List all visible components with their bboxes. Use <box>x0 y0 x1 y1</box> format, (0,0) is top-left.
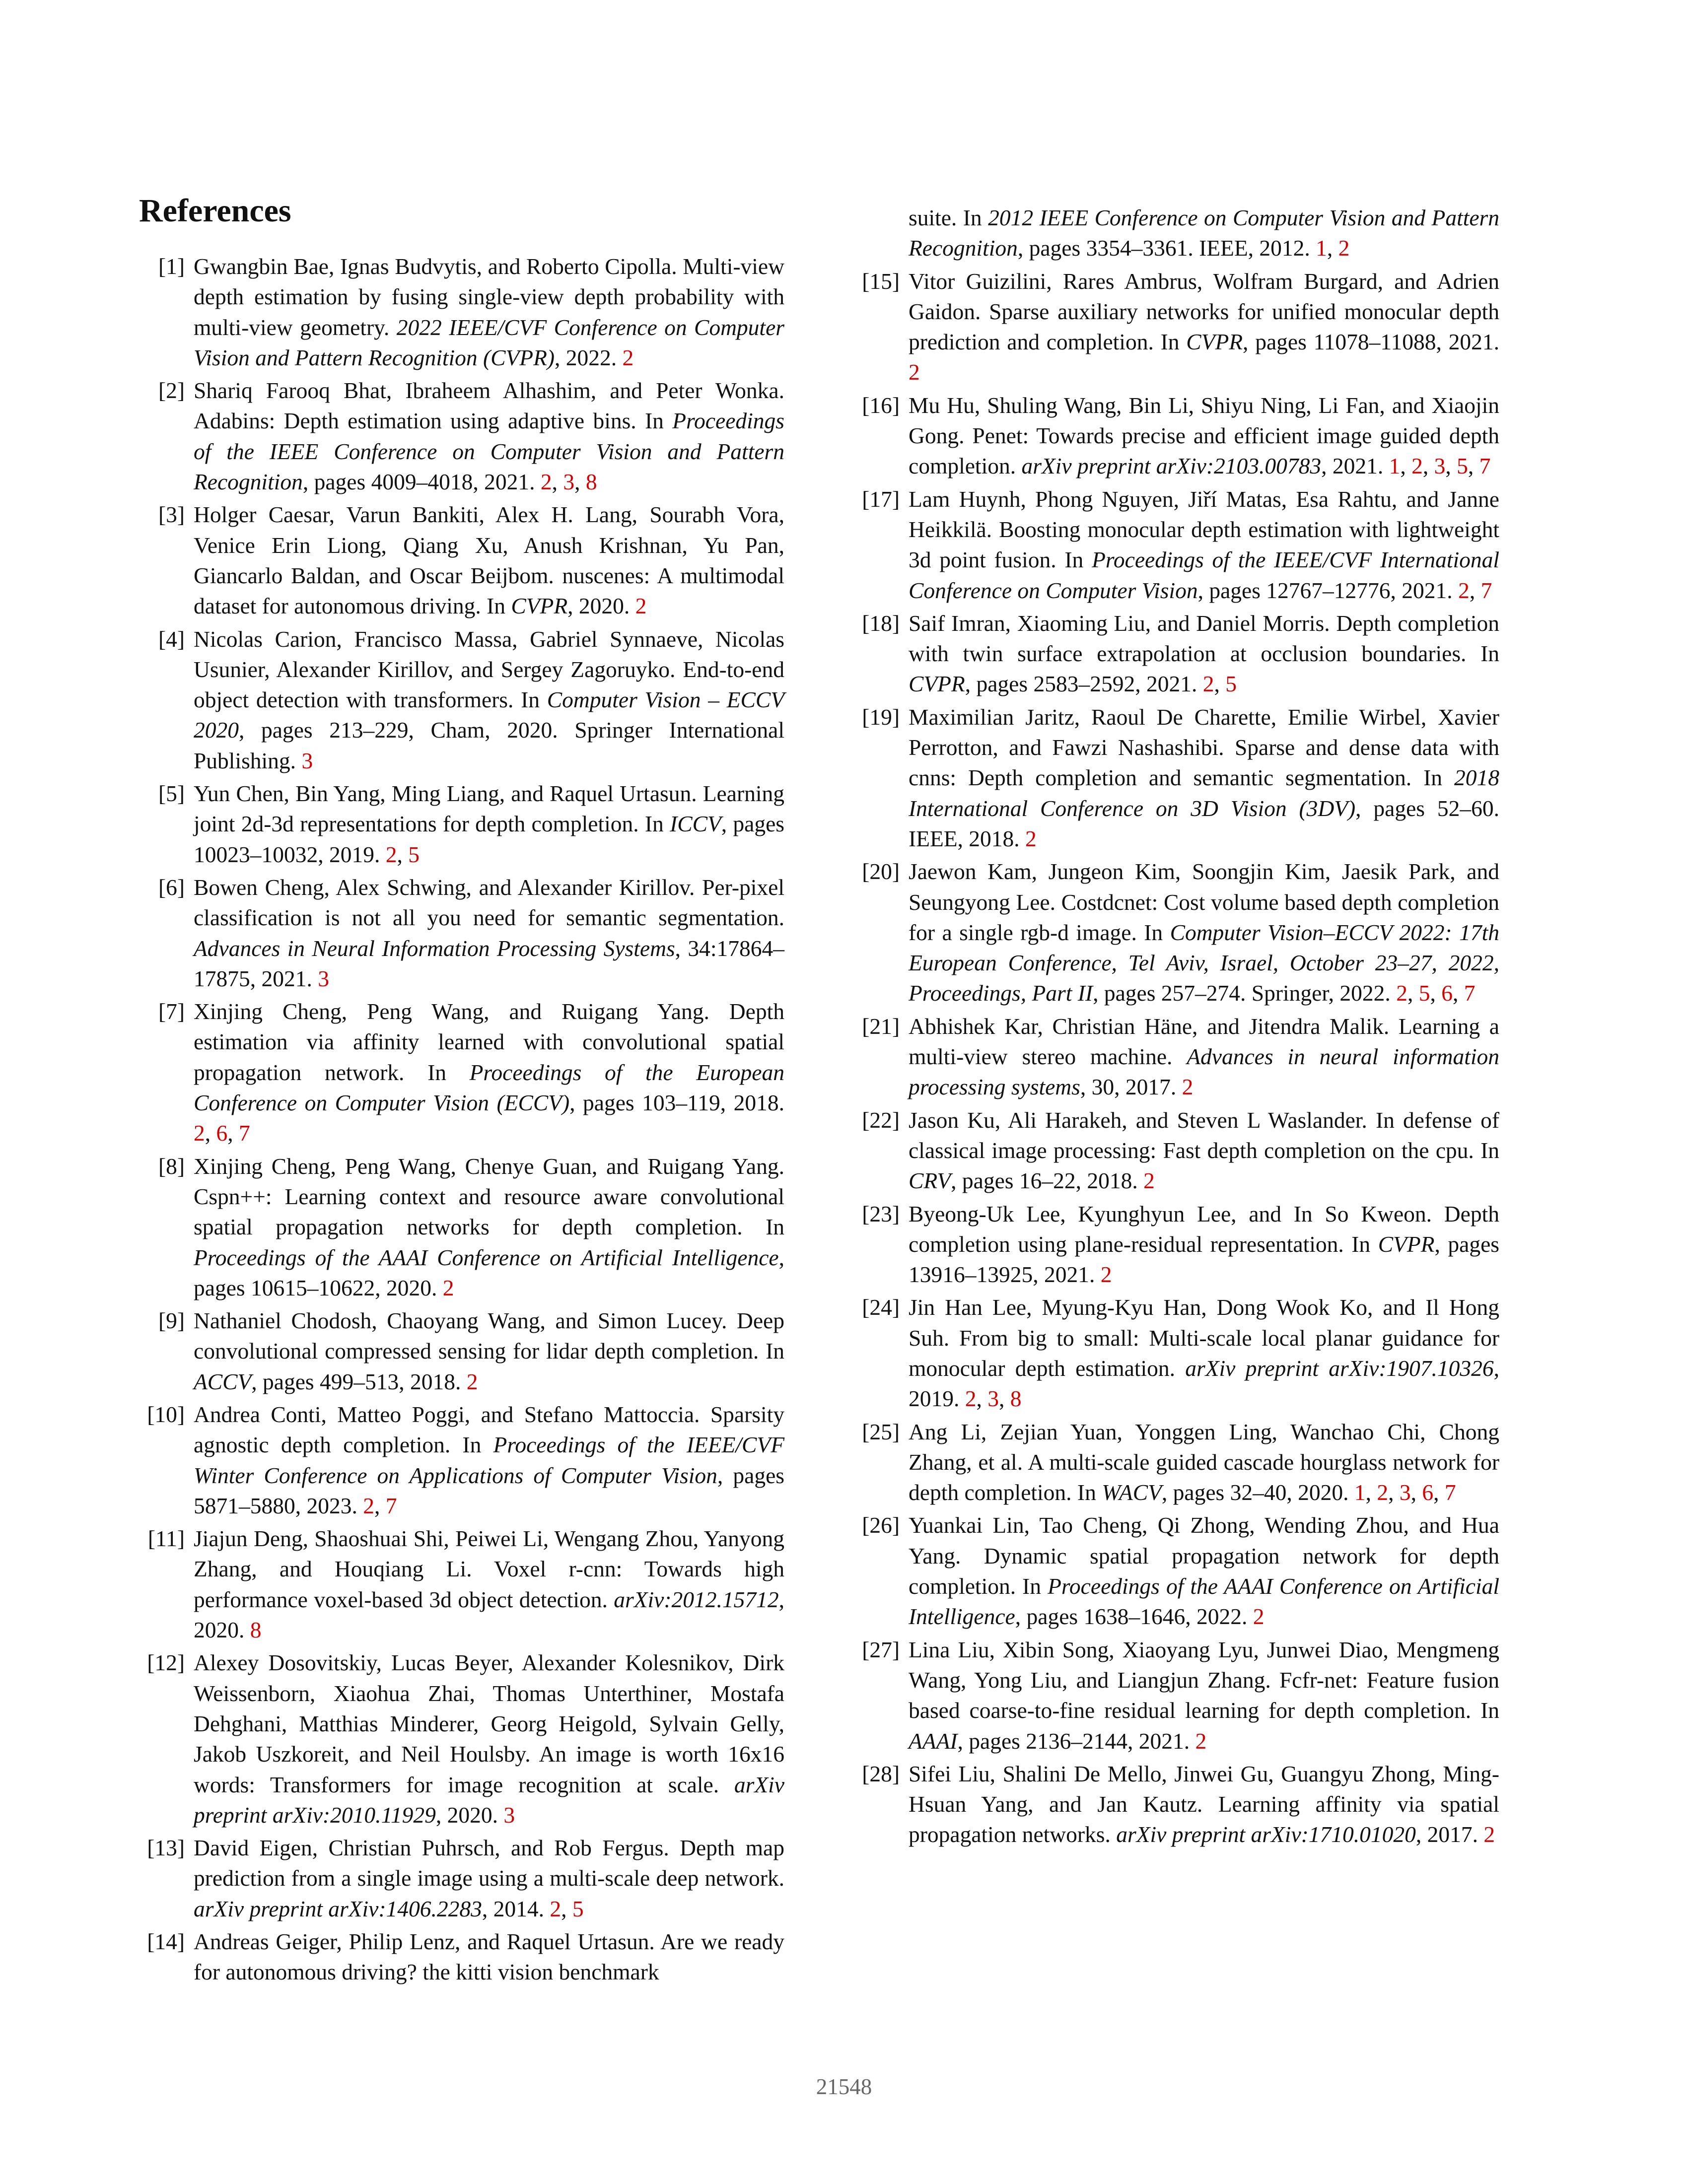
reference-venue: Proceedings of the IEEE/CVF International Conference on Computer Vision <box>909 547 1500 603</box>
citation-page-link[interactable]: 7 <box>1480 577 1492 603</box>
reference-number: [1] <box>158 254 185 279</box>
reference-text: Yun Chen, Bin Yang, Ming Liang, and Raquel Urtasun. Learning joint 2d-3d representations for depth completion. In <box>194 781 784 837</box>
reference-text: , <box>1327 235 1338 261</box>
reference-text: Shariq Farooq Bhat, Ibraheem Alhashim, and Peter Wonka. Adabins: Depth estimation using adaptive bins. In <box>194 378 784 434</box>
reference-number: [12] <box>147 1650 185 1676</box>
reference-text: Saif Imran, Xiaoming Liu, and Daniel Morris. Depth completion with twin surface extrapolation at occlusion boundaries. In <box>909 610 1499 667</box>
reference-number: [7] <box>158 999 185 1024</box>
citation-page-link[interactable]: 2 <box>1143 1168 1155 1194</box>
reference-number: [10] <box>147 1401 185 1427</box>
reference-entry <box>854 484 1499 606</box>
reference-text: , pages 52–60. IEEE, 2018. <box>909 795 1499 851</box>
citation-page-link[interactable]: 3 <box>503 1802 515 1828</box>
reference-text: Lina Liu, Xibin Song, Xiaoyang Lyu, Junwei Diao, Mengmeng Wang, Yong Liu, and Liangjun Zhang. Fcfr-net: Feature fusion based coarse-to-fine residual learning for depth completion. In <box>909 1637 1499 1723</box>
reference-entry <box>139 778 784 870</box>
citation-page-link[interactable]: 2 <box>1338 235 1350 261</box>
reference-text: , <box>1430 980 1442 1006</box>
reference-text: , <box>1433 1480 1445 1505</box>
reference-venue: CVPR <box>511 593 568 619</box>
citation-page-link[interactable]: 2 <box>1411 453 1423 479</box>
reference-venue: arXiv preprint arXiv:1907.10326 <box>1185 1355 1494 1381</box>
reference-venue: CVPR <box>1378 1231 1435 1257</box>
reference-text: , pages 3354–3361. IEEE, 2012. <box>1017 235 1316 261</box>
reference-text: , pages 499–513, 2018. <box>251 1368 467 1394</box>
reference-entry <box>139 1647 784 1830</box>
reference-entry <box>854 1417 1499 1508</box>
citation-page-link[interactable]: 7 <box>1464 980 1476 1006</box>
reference-number: [5] <box>158 781 185 807</box>
reference-number: [19] <box>862 704 900 730</box>
reference-text: Gwangbin Bae, Ignas Budvytis, and Roberto Cipolla. Multi-view depth estimation by fusing single-view depth probability with multi-view geometry. <box>194 254 784 340</box>
citation-page-link[interactable]: 2 <box>1396 980 1407 1006</box>
reference-number: [28] <box>862 1761 900 1786</box>
reference-text: , pages 4009–4018, 2021. <box>302 469 541 495</box>
citation-page-link[interactable]: 6 <box>1422 1480 1434 1505</box>
reference-text: , <box>1407 980 1419 1006</box>
citation-page-link[interactable]: 2 <box>540 469 552 495</box>
citation-page-link[interactable]: 7 <box>239 1120 250 1146</box>
citation-page-link[interactable]: 5 <box>572 1896 584 1921</box>
reference-text: , <box>1422 453 1434 479</box>
reference-entry <box>854 608 1499 699</box>
reference-number: [20] <box>862 859 900 885</box>
reference-number: [22] <box>862 1107 900 1133</box>
citation-page-link[interactable]: 8 <box>1010 1386 1022 1412</box>
reference-entry <box>854 1759 1499 1850</box>
reference-number: [24] <box>862 1295 900 1320</box>
citation-page-link[interactable]: 2 <box>1025 825 1037 851</box>
reference-entry <box>854 390 1499 481</box>
reference-text: , pages 103–119, 2018. <box>569 1090 784 1116</box>
reference-text: , pages 2583–2592, 2021. <box>965 671 1203 697</box>
reference-number: [9] <box>158 1308 185 1334</box>
reference-text: , 30, 2017. <box>1080 1074 1182 1100</box>
reference-text: , pages 257–274. Springer, 2022. <box>1093 980 1397 1006</box>
reference-venue: CVPR <box>1186 329 1243 355</box>
citation-page-link[interactable]: 1 <box>1316 235 1327 261</box>
citation-page-link[interactable]: 3 <box>563 469 575 495</box>
reference-text: , pages 10023–10032, 2019. <box>194 811 784 867</box>
reference-text: Andreas Geiger, Philip Lenz, and Raquel Urtasun. Are we ready for autonomous driving? the kitti vision benchmark <box>194 1929 784 1985</box>
reference-text: Bowen Cheng, Alex Schwing, and Alexander Kirillov. Per-pixel classification is not all you need for semantic segmentation. <box>194 874 784 931</box>
references-column-left <box>139 251 784 1990</box>
reference-text: , pages 1638–1646, 2022. <box>1015 1604 1253 1630</box>
reference-text: Alexey Dosovitskiy, Lucas Beyer, Alexander Kolesnikov, Dirk Weissenborn, Xiaohua Zhai, Thomas Unterthiner, Mostafa Dehghani, Matthias Minderer, Georg Heigold, Sylvain Gelly, Jakob Uszkoreit, and Neil Houlsby. An image is worth 16x16 words: Transformers for image recognition at scale. <box>194 1650 784 1797</box>
citation-page-link[interactable]: 6 <box>1441 980 1453 1006</box>
citation-page-link[interactable]: 2 <box>909 359 920 385</box>
reference-text: , pages 2136–2144, 2021. <box>957 1728 1196 1754</box>
reference-number: [14] <box>147 1929 185 1955</box>
citation-page-link[interactable]: 8 <box>585 469 597 495</box>
reference-venue: Computer Vision – ECCV 2020 <box>194 687 784 743</box>
reference-entry <box>139 375 784 497</box>
citation-page-link[interactable]: 2 <box>1100 1262 1112 1288</box>
reference-text: , <box>552 469 563 495</box>
reference-entry <box>854 856 1499 1008</box>
reference-entry <box>139 996 784 1148</box>
reference-text: Sifei Liu, Shalini De Mello, Jinwei Gu, Guangyu Zhong, Ming-Hsuan Yang, and Jan Kautz. Learning affinity via spatial propagation networks. <box>909 1761 1499 1847</box>
reference-entry <box>139 499 784 621</box>
citation-page-link[interactable]: 2 <box>635 593 647 619</box>
reference-text: , <box>374 1493 386 1518</box>
reference-text: Xinjing Cheng, Peng Wang, and Ruigang Yang. Depth estimation via affinity learned with convolutional spatial propagation network. In <box>194 999 784 1085</box>
citation-page-link[interactable]: 2 <box>1202 671 1214 697</box>
reference-text: , <box>999 1386 1010 1412</box>
citation-page-link[interactable]: 3 <box>1399 1480 1411 1505</box>
reference-text: , pages 5871–5880, 2023. <box>194 1462 784 1518</box>
reference-venue: AAAI <box>909 1728 958 1754</box>
citation-page-link[interactable]: 2 <box>466 1368 478 1394</box>
citation-page-link[interactable]: 6 <box>216 1120 228 1146</box>
reference-text: Maximilian Jaritz, Raoul De Charette, Emilie Wirbel, Xavier Perrotton, and Fawzi Nashashibi. Sparse and dense data with cnns: Depth completion and semantic segmentation. In <box>909 704 1499 791</box>
reference-venue: ICCV <box>670 811 721 837</box>
citation-page-link[interactable]: 2 <box>194 1120 205 1146</box>
reference-number: [3] <box>158 502 185 528</box>
reference-text: , 2020. <box>194 1586 784 1643</box>
reference-text: suite. In <box>909 205 988 230</box>
reference-text: Jaewon Kam, Jungeon Kim, Soongjin Kim, Jaesik Park, and Seungyong Lee. Costdcnet: Cost volume based depth completion for a single rgb-d image. In <box>909 859 1499 945</box>
reference-entry <box>139 1926 784 1987</box>
citation-page-link[interactable]: 3 <box>301 748 313 773</box>
reference-text: , 2020. <box>567 593 635 619</box>
reference-venue: arXiv preprint arXiv:2103.00783 <box>1021 453 1322 479</box>
reference-entry <box>854 1292 1499 1414</box>
reference-text: David Eigen, Christian Puhrsch, and Rob Fergus. Depth map prediction from a single image using a multi-scale deep network. <box>194 1835 784 1891</box>
citation-page-link[interactable]: 2 <box>1377 1480 1389 1505</box>
reference-text: , 2020. <box>435 1802 504 1828</box>
reference-number: [21] <box>862 1013 900 1039</box>
reference-venue: CVPR <box>909 671 965 697</box>
citation-page-link[interactable]: 8 <box>250 1617 262 1643</box>
reference-number: [2] <box>158 378 185 404</box>
reference-entry <box>854 203 1499 264</box>
references-heading: References <box>139 193 291 229</box>
citation-page-link[interactable]: 1 <box>1354 1480 1366 1505</box>
reference-text: , <box>227 1120 239 1146</box>
reference-number: [4] <box>158 626 185 652</box>
reference-venue: Proceedings of the European Conference on Computer Vision (ECCV) <box>194 1059 784 1116</box>
reference-text: , <box>1365 1480 1377 1505</box>
citation-page-link[interactable]: 2 <box>1253 1604 1265 1630</box>
reference-number: [8] <box>158 1153 185 1179</box>
reference-entry <box>139 1523 784 1645</box>
reference-venue: 2022 IEEE/CVF Conference on Computer Vision and Pattern Recognition (CVPR) <box>194 314 784 370</box>
reference-text: , pages 32–40, 2020. <box>1161 1480 1354 1505</box>
citation-page-link[interactable]: 1 <box>1389 453 1401 479</box>
citation-page-link[interactable]: 7 <box>385 1493 397 1518</box>
reference-venue: 2012 IEEE Conference on Computer Vision and Pattern Recognition <box>909 205 1499 261</box>
reference-text: , pages 11078–11088, 2021. <box>1243 329 1499 355</box>
reference-venue: arXiv:2012.15712 <box>614 1586 779 1612</box>
citation-page-link[interactable]: 2 <box>1195 1728 1207 1754</box>
reference-venue: arXiv preprint arXiv:1710.01020 <box>1116 1822 1416 1847</box>
reference-text: , pages 10615–10622, 2020. <box>194 1244 784 1300</box>
reference-entry <box>854 1105 1499 1196</box>
reference-entry <box>139 1151 784 1303</box>
reference-entry <box>139 624 784 776</box>
reference-text: , 2017. <box>1415 1822 1484 1847</box>
reference-entry <box>854 702 1499 854</box>
reference-text: , <box>1469 577 1481 603</box>
reference-text: , <box>1214 671 1226 697</box>
reference-text: Vitor Guizilini, Rares Ambrus, Wolfram Burgard, and Adrien Gaidon. Sparse auxiliary networks for unified monocular depth prediction and completion. In <box>909 268 1499 355</box>
reference-text: Nicolas Carion, Francisco Massa, Gabriel Synnaeve, Nicolas Usunier, Alexander Kirillov, and Sergey Zagoruyko. End-to-end object detection with transformers. In <box>194 626 784 713</box>
citation-page-link[interactable]: 3 <box>318 965 329 991</box>
reference-text: , 2022. <box>555 344 623 370</box>
citation-page-link[interactable]: 2 <box>965 1386 977 1412</box>
citation-page-link[interactable]: 2 <box>385 841 397 867</box>
reference-text: , <box>205 1120 216 1146</box>
reference-entry <box>139 251 784 373</box>
reference-text: , 2014. <box>482 1896 550 1921</box>
reference-entry <box>854 1510 1499 1632</box>
citation-page-link[interactable]: 2 <box>1458 577 1470 603</box>
reference-text: Mu Hu, Shuling Wang, Bin Li, Shiyu Ning, Li Fan, and Xiaojin Gong. Penet: Towards precise and efficient image guided depth completion. <box>909 392 1499 479</box>
references-column-right <box>854 203 1499 1852</box>
reference-venue: Proceedings of the AAAI Conference on Artificial Intelligence <box>194 1244 779 1270</box>
reference-text: Nathaniel Chodosh, Chaoyang Wang, and Simon Lucey. Deep convolutional compressed sensing for lidar depth completion. In <box>194 1308 784 1364</box>
reference-venue: arXiv preprint arXiv:1406.2283 <box>194 1896 482 1921</box>
reference-text: Holger Caesar, Varun Bankiti, Alex H. Lang, Sourabh Vora, Venice Erin Liong, Qiang Xu, Anush Krishnan, Yu Pan, Giancarlo Baldan, and Oscar Beijbom. nuscenes: A multimodal dataset for autonomous driving. In <box>194 502 784 619</box>
citation-page-link[interactable]: 2 <box>1483 1822 1495 1847</box>
reference-text: , pages 213–229, Cham, 2020. Springer International Publishing. <box>194 717 784 773</box>
reference-venue: WACV <box>1102 1480 1162 1505</box>
reference-text: , <box>976 1386 988 1412</box>
reference-venue: arXiv preprint arXiv:2010.11929 <box>194 1772 784 1828</box>
reference-number: [6] <box>158 874 185 900</box>
reference-entry <box>139 1399 784 1521</box>
reference-number: [25] <box>862 1419 900 1444</box>
reference-text: , 2019. <box>909 1355 1499 1412</box>
reference-venue: Proceedings of the AAAI Conference on Artificial Intelligence <box>909 1573 1499 1630</box>
page-number: 21548 <box>816 2074 872 2099</box>
reference-entry <box>139 1305 784 1397</box>
citation-page-link[interactable]: 2 <box>622 344 634 370</box>
reference-text: Xinjing Cheng, Peng Wang, Chenye Guan, and Ruigang Yang. Cspn++: Learning context and resource aware convolutional spatial propagation networks for depth completion. In <box>194 1153 784 1240</box>
citation-page-link[interactable]: 2 <box>1182 1074 1194 1100</box>
reference-entry <box>854 1011 1499 1102</box>
reference-venue: Advances in Neural Information Processing Systems <box>194 935 675 961</box>
reference-entry <box>139 1833 784 1924</box>
reference-text: , pages 16–22, 2018. <box>951 1168 1144 1194</box>
reference-number: [18] <box>862 610 900 636</box>
reference-number: [16] <box>862 392 900 418</box>
reference-entry <box>854 1199 1499 1290</box>
reference-text: Lam Huynh, Phong Nguyen, Jiří Matas, Esa Rahtu, and Janne Heikkilä. Boosting monocular depth estimation with lightweight 3d point fusion. In <box>909 486 1499 573</box>
reference-entry <box>139 872 784 994</box>
reference-text: Jason Ku, Ali Harakeh, and Steven L Waslander. In defense of classical image processing: Fast depth completion on the cpu. In <box>909 1107 1499 1163</box>
reference-text: , <box>1468 453 1479 479</box>
reference-text: , <box>1410 1480 1422 1505</box>
reference-text: Yuankai Lin, Tao Cheng, Qi Zhong, Wending Zhou, and Hua Yang. Dynamic spatial propagation network for depth completion. In <box>909 1512 1499 1599</box>
reference-number: [27] <box>862 1637 900 1662</box>
reference-text: , <box>1452 980 1464 1006</box>
citation-page-link[interactable]: 7 <box>1444 1480 1456 1505</box>
citation-page-link[interactable]: 7 <box>1479 453 1491 479</box>
reference-text: Jin Han Lee, Myung-Kyu Han, Dong Wook Ko, and Il Hong Suh. From big to small: Multi-scale local planar guidance for monocular depth estimation. <box>909 1295 1499 1381</box>
reference-text: , <box>397 841 409 867</box>
citation-page-link[interactable]: 3 <box>1434 453 1446 479</box>
reference-number: [17] <box>862 486 900 512</box>
reference-venue: Proceedings of the IEEE Conference on Computer Vision and Pattern Recognition <box>194 408 784 495</box>
reference-text: , <box>574 469 586 495</box>
reference-entry <box>854 1635 1499 1756</box>
reference-text: Abhishek Kar, Christian Häne, and Jitendra Malik. Learning a multi-view stereo machine. <box>909 1013 1499 1070</box>
reference-text: , 2021. <box>1321 453 1389 479</box>
reference-number: [23] <box>862 1201 900 1227</box>
reference-text: , <box>561 1896 572 1921</box>
reference-venue: 2018 International Conference on 3D Vision (3DV) <box>909 765 1499 821</box>
reference-text: Andrea Conti, Matteo Poggi, and Stefano Mattoccia. Sparsity agnostic depth completion. In <box>194 1401 784 1458</box>
reference-venue: CRV <box>909 1168 951 1194</box>
reference-number: [15] <box>862 268 900 294</box>
citation-page-link[interactable]: 5 <box>1418 980 1430 1006</box>
citation-page-link[interactable]: 5 <box>1225 671 1237 697</box>
reference-text: Jiajun Deng, Shaoshuai Shi, Peiwei Li, Wengang Zhou, Yanyong Zhang, and Houqiang Li. Voxel r-cnn: Towards high performance voxel-based 3d object detection. <box>194 1526 784 1612</box>
reference-number: [13] <box>147 1835 185 1861</box>
reference-venue: Advances in neural information processing systems <box>909 1044 1500 1100</box>
reference-text: Ang Li, Zejian Yuan, Yonggen Ling, Wanchao Chi, Chong Zhang, et al. A multi-scale guided cascade hourglass network for depth completion. In <box>909 1419 1499 1505</box>
citation-page-link[interactable]: 2 <box>550 1896 562 1921</box>
reference-text: , <box>1400 453 1412 479</box>
reference-venue: ACCV <box>194 1368 252 1394</box>
reference-text: Byeong-Uk Lee, Kyunghyun Lee, and In So Kweon. Depth completion using plane-residual representation. In <box>909 1201 1499 1257</box>
reference-text: , <box>1445 453 1457 479</box>
citation-page-link[interactable]: 2 <box>363 1493 374 1518</box>
reference-text: , pages 13916–13925, 2021. <box>909 1231 1499 1288</box>
reference-venue: Proceedings of the IEEE/CVF Winter Conference on Applications of Computer Vision <box>194 1432 784 1488</box>
reference-entry <box>854 266 1499 388</box>
reference-text: , 34:17864–17875, 2021. <box>194 935 784 991</box>
citation-page-link[interactable]: 3 <box>987 1386 999 1412</box>
citation-page-link[interactable]: 5 <box>1457 453 1468 479</box>
reference-text: , <box>1388 1480 1400 1505</box>
reference-number: [11] <box>147 1526 185 1552</box>
reference-venue: Computer Vision–ECCV 2022: 17th European Conference, Tel Aviv, Israel, October 23–27, 2022, Proceedings, Part II <box>909 919 1499 1006</box>
citation-page-link[interactable]: 2 <box>442 1275 454 1300</box>
reference-text: , pages 12767–12776, 2021. <box>1197 577 1459 603</box>
citation-page-link[interactable]: 5 <box>408 841 420 867</box>
reference-number: [26] <box>862 1512 900 1538</box>
